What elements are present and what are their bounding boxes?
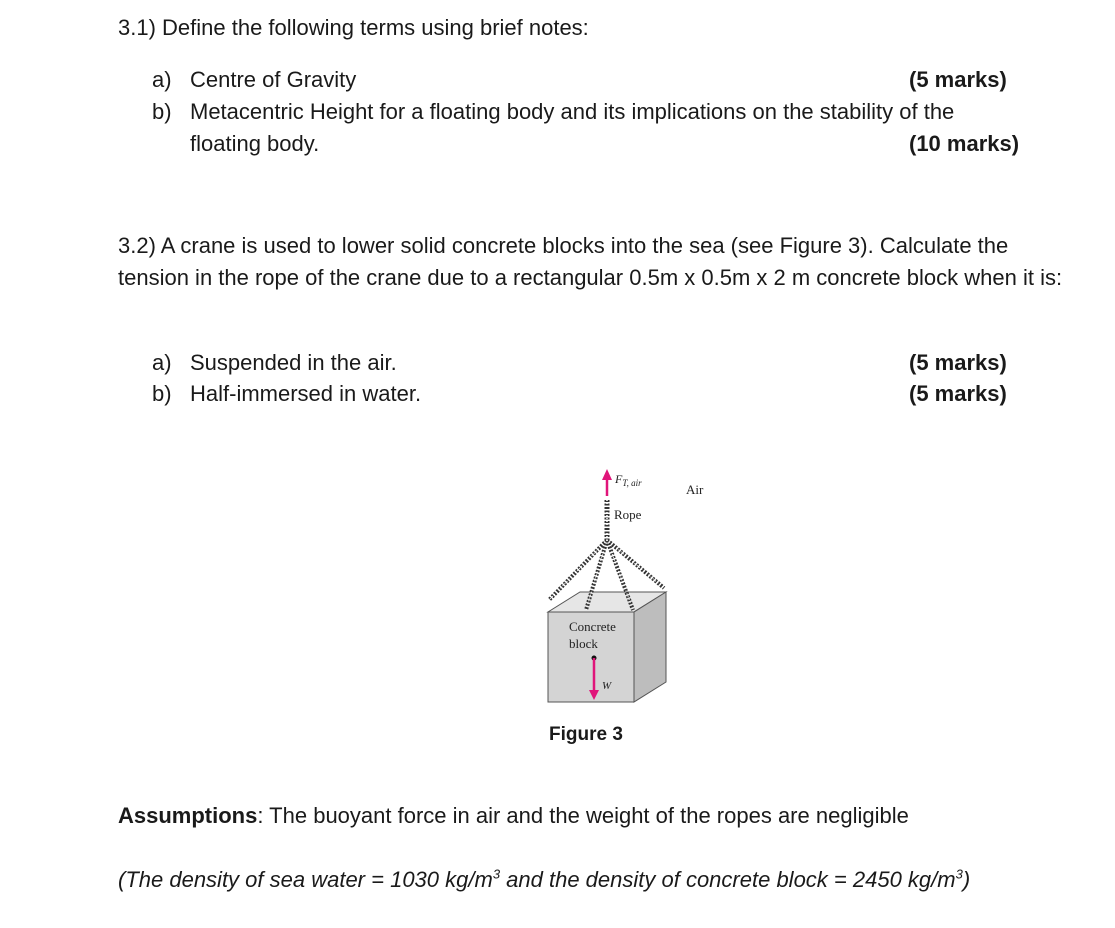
q31-b-text-line1: Metacentric Height for a floating body and its implications on the stability of the [190, 99, 955, 124]
tension-arrow-head [602, 469, 612, 480]
assumptions-line [118, 803, 909, 829]
q32-a-text: Suspended in the air. [190, 350, 397, 375]
figure-3 [530, 460, 750, 715]
density-note [118, 867, 970, 893]
density-part2: and the density of concrete block = 2450 kg/m [500, 867, 956, 892]
density-sup1: 3 [492, 866, 501, 882]
density-sup2: 3 [955, 866, 963, 882]
q32-body: 3.2) A crane is used to lower solid concrete blocks into the sea (see Figure 3). Calculate the tension in the rope of the crane due to a rectangular 0.5m x 0.5m x 2 m concrete block when it is: [118, 233, 1063, 290]
q31-b-text-line2: floating body. [190, 131, 320, 156]
q32-b-marks: (5 marks) [909, 381, 1007, 406]
q31-b-label: b) [152, 99, 172, 124]
crane-block-diagram [530, 460, 750, 715]
q32-a-label: a) [152, 350, 172, 375]
q31-heading: 3.1) Define the following terms using brief notes: [118, 15, 589, 40]
q32-b-label: b) [152, 381, 172, 406]
block-side-face [634, 592, 666, 702]
assumptions-label: Assumptions [118, 803, 258, 828]
rope-label: Rope [614, 507, 642, 522]
q31-a-label: a) [152, 67, 172, 92]
weight-label: W [602, 680, 612, 692]
block-label-line1: Concrete [569, 619, 616, 634]
block-label-line2: block [569, 636, 598, 651]
density-part3: ) [962, 867, 971, 892]
q31-a-text: Centre of Gravity [190, 67, 357, 92]
q32-a-marks: (5 marks) [909, 350, 1007, 375]
assumptions-text: : The buoyant force in air and the weight of the ropes are negligible [257, 803, 909, 828]
q31-a-marks: (5 marks) [909, 67, 1007, 92]
q32-b-text: Half-immersed in water. [190, 381, 422, 406]
tension-label: $F_{T, air}$ [615, 472, 642, 488]
density-part1: (The density of sea water = 1030 kg/m [118, 867, 493, 892]
air-label: Air [686, 482, 704, 497]
figure-caption: Figure 3 [549, 724, 623, 745]
q31-b-marks: (10 marks) [909, 131, 1020, 156]
